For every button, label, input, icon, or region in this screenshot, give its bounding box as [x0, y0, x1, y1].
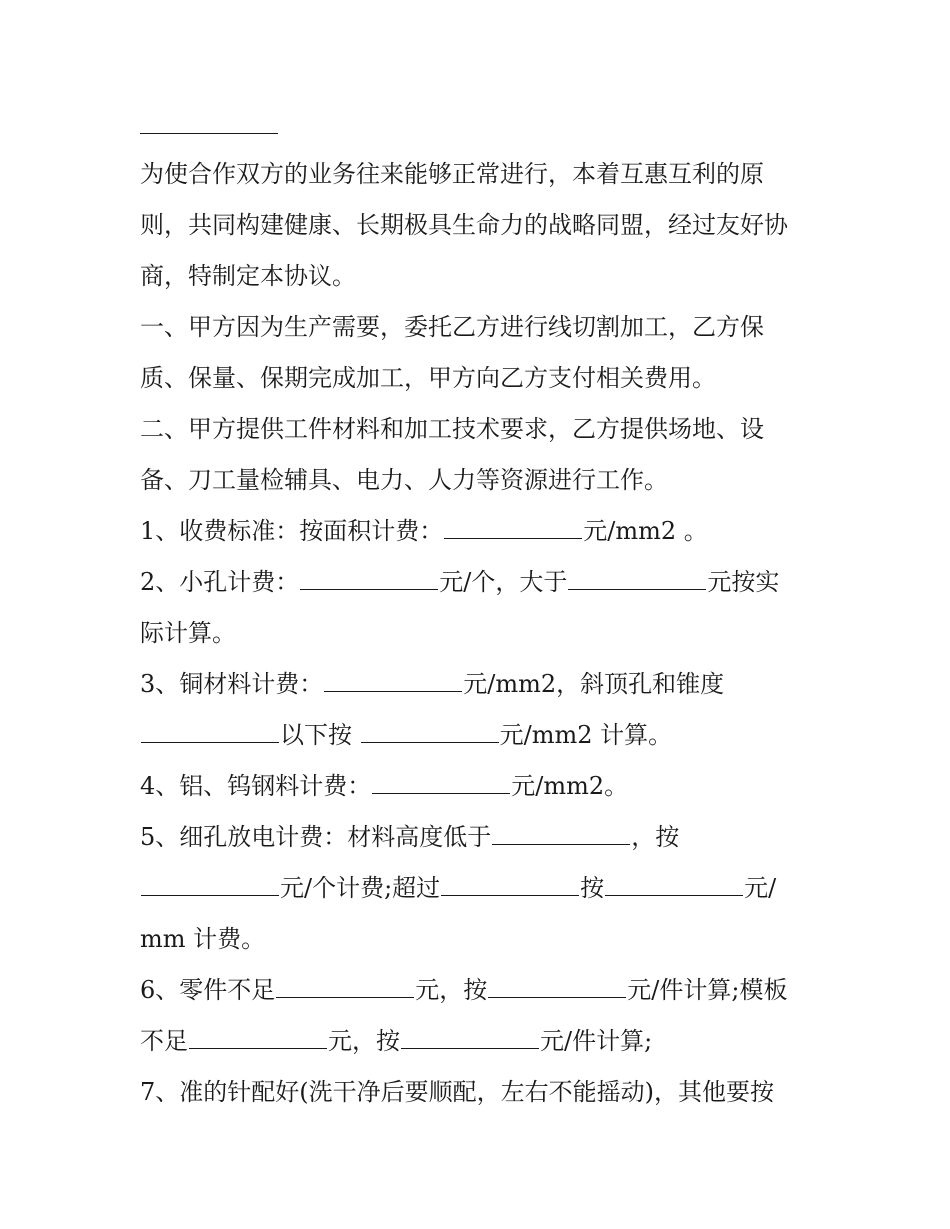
- item-5-line-2: [140, 863, 776, 914]
- fill-blank: [488, 996, 626, 998]
- item-2-line-1: [140, 557, 779, 608]
- text: 按: [580, 874, 605, 902]
- text: 元/个，大于: [439, 568, 568, 596]
- fill-blank: [324, 690, 462, 692]
- text: 元/件计算;模板: [627, 976, 788, 1004]
- clause-2-line-1: [140, 404, 764, 455]
- item-6-line-1: [140, 965, 787, 1016]
- text: 元，按: [328, 1027, 400, 1055]
- text: 商，特制定本协议。: [140, 262, 356, 290]
- fill-blank: [276, 996, 414, 998]
- text: 元/: [744, 874, 777, 902]
- fill-blank: [141, 741, 279, 743]
- text: mm 计费。: [140, 925, 266, 953]
- text: 元/mm2，斜顶孔和锥度: [463, 670, 725, 698]
- text: 质、保量、保期完成加工，甲方向乙方支付相关费用。: [140, 364, 716, 392]
- text: 6、零件不足: [140, 976, 276, 1004]
- item-3-line-1: [140, 659, 724, 710]
- text: 2、小孔计费：: [140, 568, 300, 596]
- intro-line-3: [140, 251, 356, 302]
- text: 二、甲方提供工件材料和加工技术要求，乙方提供场地、设: [140, 415, 764, 443]
- intro-line-2: [140, 200, 788, 251]
- title-blank-line: [140, 133, 278, 134]
- item-1: [140, 506, 708, 557]
- text: 一、甲方因为生产需要，委托乙方进行线切割加工，乙方保: [140, 313, 764, 341]
- fill-blank: [605, 894, 743, 896]
- text: 元/件计算;: [540, 1027, 653, 1055]
- item-2-line-2: [140, 608, 236, 659]
- text: 为使合作双方的业务往来能够正常进行，本着互惠互利的原: [140, 160, 764, 188]
- text: 备、刀工量检辅具、电力、人力等资源进行工作。: [140, 466, 668, 494]
- item-3-line-2: [140, 710, 672, 761]
- text: 元/mm2。: [511, 772, 629, 800]
- text: 以下按: [280, 721, 360, 749]
- fill-blank: [361, 741, 499, 743]
- fill-blank: [444, 537, 582, 539]
- item-7-line-1: [140, 1067, 774, 1118]
- item-4: [140, 761, 628, 812]
- fill-blank: [441, 894, 579, 896]
- text: 则，共同构建健康、长期极具生命力的战略同盟，经过友好协: [140, 211, 788, 239]
- text: 5、细孔放电计费：材料高度低于: [140, 823, 492, 851]
- clause-1-line-2: [140, 353, 716, 404]
- text: 际计算。: [140, 619, 236, 647]
- clause-1-line-1: [140, 302, 764, 353]
- text: 元/mm2 计算。: [499, 721, 673, 749]
- fill-blank: [141, 894, 279, 896]
- item-5-line-3: [140, 914, 265, 965]
- clause-2-line-2: [140, 455, 668, 506]
- text: 元/个计费;超过: [280, 874, 441, 902]
- text: 元，按: [415, 976, 488, 1004]
- fill-blank: [568, 588, 706, 590]
- text: 不足: [140, 1027, 188, 1055]
- text: 1、收费标准：按面积计费：: [140, 517, 444, 545]
- intro-line-1: [140, 149, 764, 200]
- text: 元/mm2 。: [583, 517, 708, 545]
- text: ，按: [631, 823, 680, 851]
- fill-blank: [372, 792, 510, 794]
- fill-blank: [189, 1047, 327, 1049]
- text: 3、铜材料计费：: [140, 670, 324, 698]
- item-6-line-2: [140, 1016, 652, 1067]
- fill-blank: [401, 1047, 539, 1049]
- text: 元按实: [707, 568, 780, 596]
- fill-blank: [492, 843, 630, 845]
- text: 4、铝、钨钢料计费：: [140, 772, 372, 800]
- fill-blank: [300, 588, 438, 590]
- text: 7、准的针配好(洗干净后要顺配，左右不能摇动)，其他要按: [140, 1078, 774, 1106]
- item-5-line-1: [140, 812, 679, 863]
